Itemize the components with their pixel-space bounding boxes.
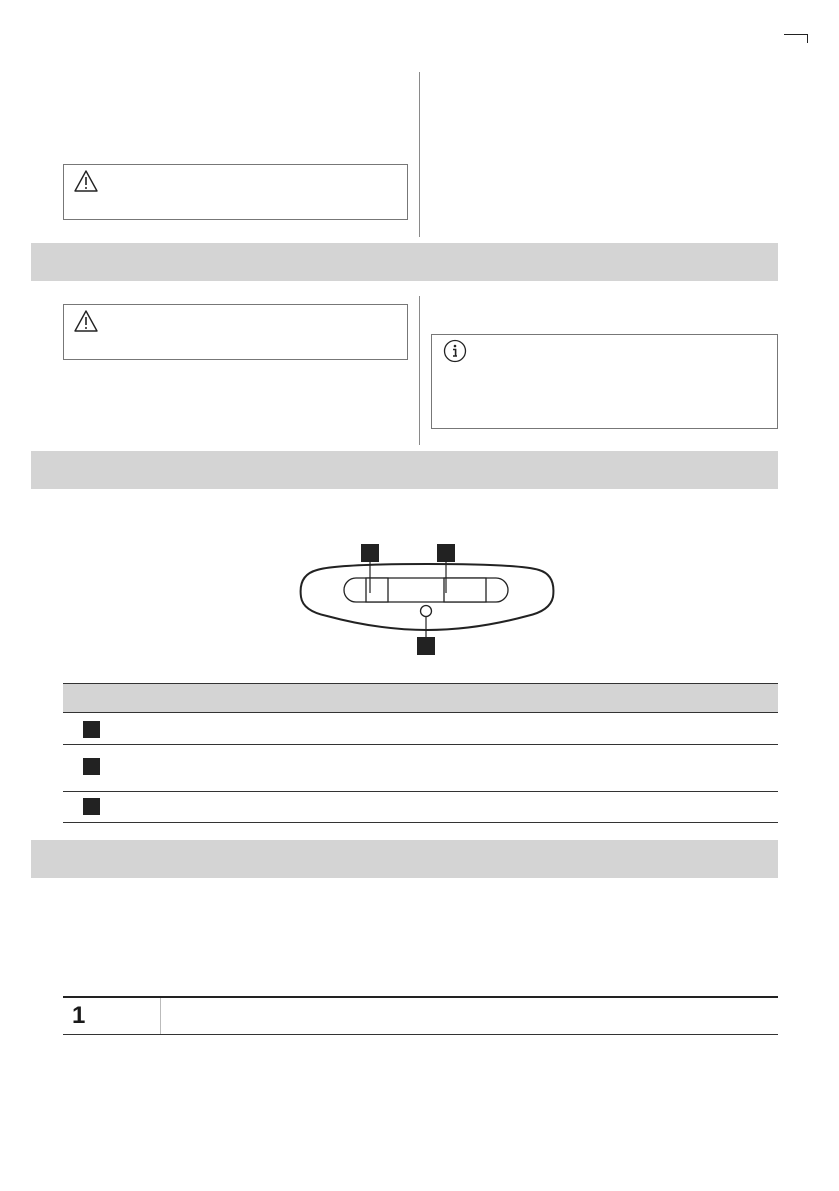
section-heading-band-3 (31, 840, 778, 878)
key-table-header (63, 683, 778, 712)
row-key-marker (83, 758, 100, 775)
warning-triangle-icon (74, 310, 98, 332)
info-box (431, 334, 778, 429)
table-row (63, 792, 778, 822)
step-table-bottom-rule (63, 1034, 778, 1035)
column-divider-middle (419, 296, 420, 445)
table-row (63, 713, 778, 744)
section-heading-band-1 (31, 243, 778, 281)
table-row (63, 745, 778, 791)
indicator-light (421, 606, 432, 617)
callout-marker-2 (437, 544, 455, 562)
callout-marker-3 (417, 637, 435, 655)
button-left (366, 578, 388, 602)
info-icon (443, 339, 467, 363)
step-number: 1 (72, 1002, 86, 1029)
page-corner-tick (807, 34, 808, 43)
callout-marker-1 (361, 544, 379, 562)
step-table-column-divider (160, 998, 161, 1034)
key-table-rule (63, 822, 778, 823)
row-key-marker (83, 721, 100, 738)
button-right (444, 578, 486, 602)
control-panel-diagram (295, 541, 559, 657)
warning-box-1 (63, 164, 408, 220)
warning-triangle-icon (74, 170, 98, 192)
column-divider-top (419, 72, 420, 237)
step-table-top-rule (63, 996, 778, 998)
row-key-marker (83, 798, 100, 815)
warning-box-2 (63, 304, 408, 360)
section-heading-band-2 (31, 451, 778, 489)
page-corner-marker (784, 34, 808, 35)
